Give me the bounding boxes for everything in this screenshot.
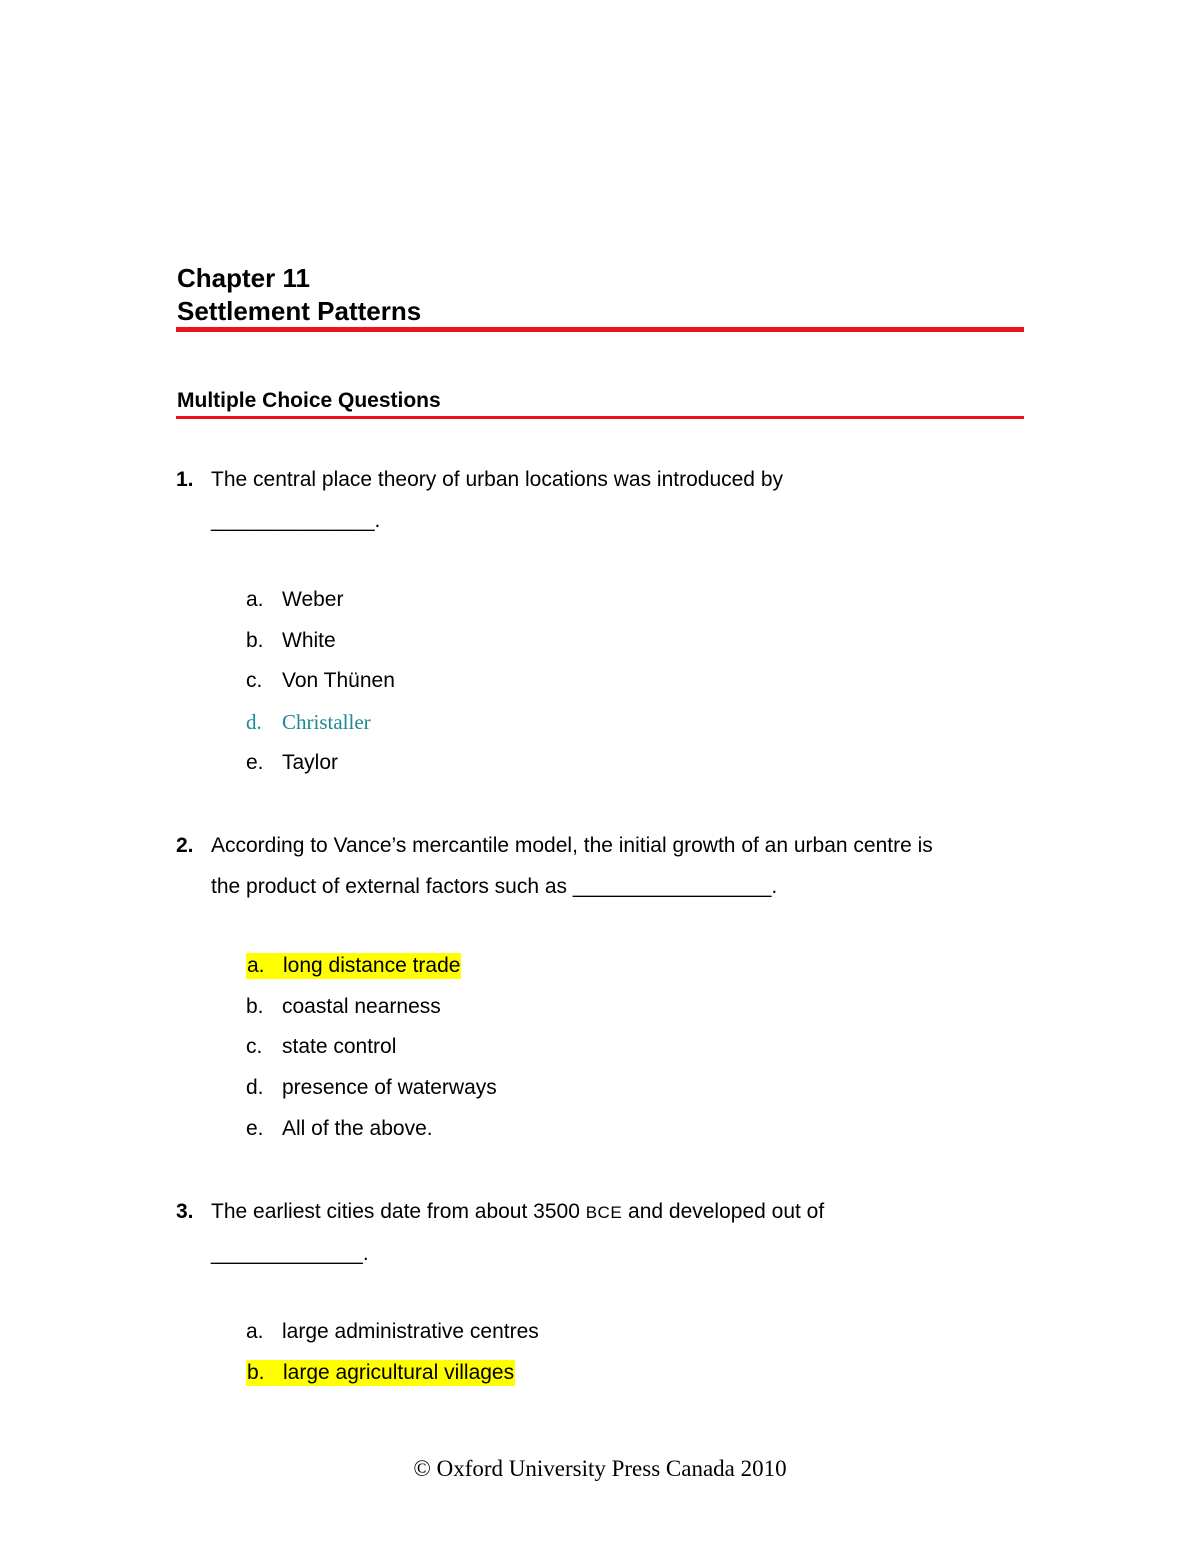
question-3 — [176, 1191, 1036, 1274]
question-number: 3. — [176, 1200, 194, 1223]
option — [246, 743, 395, 784]
option-text: White — [282, 628, 336, 652]
option-correct-answer — [246, 702, 395, 743]
option — [246, 1027, 497, 1068]
option-text: All of the above. — [282, 1116, 433, 1140]
option — [246, 621, 395, 662]
option-text: Weber — [282, 588, 344, 611]
answer-highlight — [246, 1360, 515, 1386]
question-2-options — [246, 946, 497, 1149]
option-text: Von Thünen — [282, 669, 395, 693]
option-text: Taylor — [282, 750, 339, 774]
option-text: large administrative centres — [282, 1320, 539, 1343]
option-text: Christaller — [282, 710, 371, 735]
chapter-heading — [177, 262, 421, 328]
option-letter: b. — [246, 994, 264, 1018]
option-text: presence of waterways — [282, 1076, 497, 1100]
option-correct-answer — [246, 946, 497, 987]
option — [246, 1312, 539, 1353]
option — [246, 987, 497, 1028]
chapter-title: Settlement Patterns — [177, 296, 422, 326]
option-letter: e. — [246, 750, 264, 774]
question-text-line-1: The central place theory of urban locations was introduced by — [211, 468, 783, 491]
heading-rule — [176, 327, 1024, 332]
option-letter: e. — [246, 1116, 264, 1140]
section-title: Multiple Choice Questions — [177, 389, 441, 412]
question-text-line-2: the product of external factors such as _________________. — [211, 875, 778, 898]
option-letter: d. — [246, 1076, 264, 1100]
option-letter: b. — [247, 1360, 265, 1384]
question-number: 1. — [176, 468, 194, 491]
section-rule — [176, 416, 1024, 419]
option-text: large agricultural villages — [283, 1360, 515, 1384]
question-text-part: The earliest cities date from about 3500 — [211, 1200, 586, 1223]
option — [246, 1109, 497, 1150]
era-label: BCE — [585, 1203, 623, 1222]
option-letter: d. — [246, 710, 262, 735]
option-letter: a. — [246, 1320, 264, 1343]
option — [246, 1068, 497, 1109]
question-text-line-1 — [211, 1191, 1036, 1233]
question-1 — [176, 459, 1036, 541]
question-2 — [176, 825, 1036, 907]
question-text-line-2: _____________. — [211, 1242, 369, 1265]
option-letter: b. — [246, 628, 264, 652]
option-letter: a. — [246, 588, 264, 611]
option-text: long distance trade — [283, 954, 461, 977]
option — [246, 580, 395, 621]
option-text: state control — [282, 1035, 397, 1059]
option — [246, 661, 395, 702]
question-text-part: and developed out of — [622, 1200, 825, 1223]
question-text-line-2: ______________. — [211, 509, 381, 532]
answer-highlight — [246, 953, 461, 979]
question-text-line-1: According to Vance’s mercantile model, the initial growth of an urban centre is — [211, 834, 933, 857]
question-3-options — [246, 1312, 539, 1393]
copyright-footer: © Oxford University Press Canada 2010 — [413, 1456, 787, 1481]
chapter-number: Chapter 11 — [177, 263, 310, 293]
option-letter: c. — [246, 1035, 263, 1059]
question-1-options — [246, 580, 395, 783]
option-text: coastal nearness — [282, 994, 441, 1018]
question-number: 2. — [176, 834, 194, 857]
option-letter: a. — [247, 954, 265, 977]
option-letter: c. — [246, 669, 263, 693]
option-correct-answer — [246, 1353, 539, 1394]
